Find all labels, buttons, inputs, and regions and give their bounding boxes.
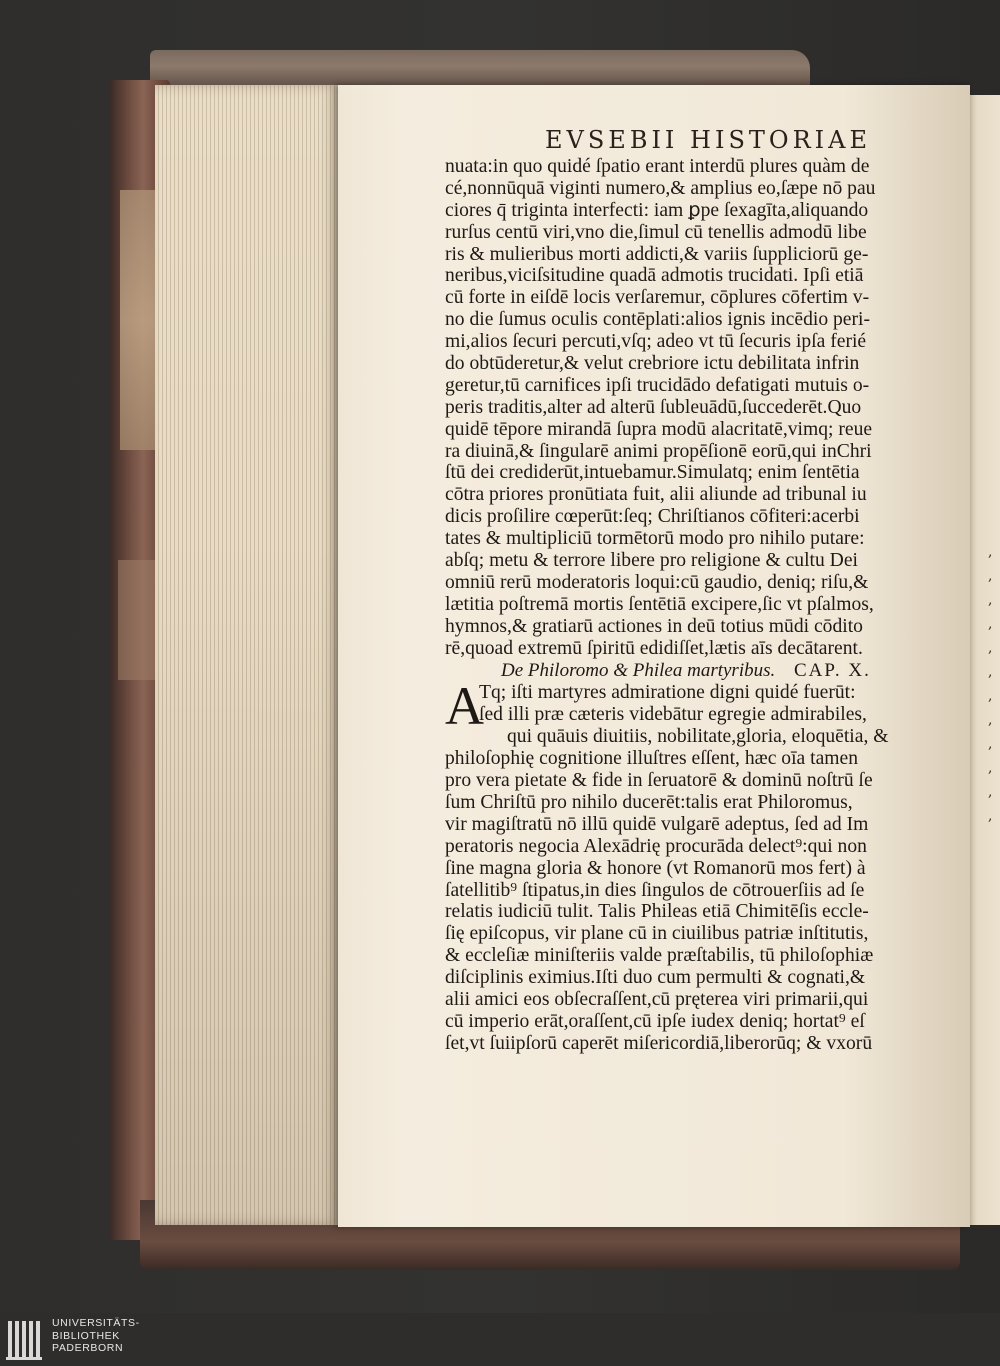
text-line: & eccleſiæ miniſteriis valde præſtabilis, tū philoſophiæ [445,945,874,967]
text-line: vir magiſtratū nō illū quidē vulgarē adeptus, ſed ad Im [445,813,869,835]
text-line: geretur,tū carnifices ipſi trucidādo defatigati mutuis o- [445,374,870,396]
text-line: cū imperio erāt,oraſſent,cū ipſe iudex deniq; hortat⁹ eſ [445,1010,865,1032]
chapter-heading: De Philoromo & Philea martyribus. [501,660,776,682]
text-line: alii amici eos obſecraſſent,cū pręterea viri primarii,qui [445,988,869,1010]
text-line: ſine magna gloria & honore (vt Romanorū mos fert) à [445,857,866,879]
text-line: lætitia poſtremā mortis ſentētiā excipere,ſic vt pſalmos, [445,593,874,615]
running-header: EVSEBII HISTORIAE [545,126,871,154]
library-logo-text [52,1317,192,1355]
text-line: cé,nonnūquā viginti numero,& amplius eo,ſæpe nō pau [445,177,876,199]
text-line: dicis proſilire cœperūt:ſeq; Chriſtianos cōfiteri:acerbi [445,506,860,528]
drop-cap: A [445,676,484,737]
text-line: omniū rerū moderatoris loqui:cū gaudio, deniq; riſu,& [445,571,869,593]
text-line: nuata:in quo quidé ſpatio erant interdū plures quàm de [445,156,870,177]
text-line: qui quāuis diuitiis, nobilitate,gloria, eloquētia, & [507,726,889,748]
text-line: philoſophię cognitione illuſtres eſſent, hæc oīa tamen [445,748,859,770]
book-top-board [150,50,810,90]
chapter-heading-line [445,659,953,682]
text-line: do obtūderetur,& velut crebriore ictu debilitata infrin [445,353,860,375]
text-line: ſię epiſcopus, vir plane cū in ciuilibus patriæ inſtitutis, [445,923,869,945]
text-line: mi,alios ſecuri percuti,vſq; adeo vt tū ſecuris ipſa ferié [445,331,867,353]
page-block-shade [155,85,340,1225]
text-line: ſed illi præ cæteris videbātur egregie admirabiles, [479,704,867,726]
text-line: ra diuinā,& ſingularē animi propēſionē eorū,qui inChri [445,440,872,462]
text-line: Tq; iſti martyres admiratione digni quidé fuerūt: [479,682,856,704]
logo-line: PADERBORN [52,1342,124,1354]
chapter-number: CAP. X. [794,660,871,682]
text-line: rurſus centū viri,vno die,ſimul cū tenellis admodū libe [445,221,867,243]
logo-line: UNIVERSITÄTS- [52,1317,140,1329]
text-line: no die ſumus oculis contēplati:alios ignis incēdio peri- [445,309,870,331]
page-text [445,156,953,1055]
text-line: abſq; metu & terrore libere pro religione & cultu Dei [445,550,858,572]
text-line: hymnos,& gratiarū actiones in deū totius mūdi cōdito [445,615,863,637]
text-line: rē,quoad extremū ſpiritū edidiſſet,lætis aīs decātarent. [445,637,863,659]
text-line: diſciplinis eximius.Iſti duo cum permulti & cognati,& [445,967,866,989]
text-line: pro vera pietate & fide in ſeruatorē & dominū noſtrū ſe [445,770,873,792]
text-line: cū forte in eiſdē locis verſaremur, cōplures cōfertim v- [445,287,870,309]
text-line: relatis iudiciū tulit. Talis Phileas etiā Chimitēſis eccle- [445,901,869,923]
logo-line: BIBLIOTHEK [52,1329,120,1342]
text-line: ſtū dei crediderūt,intuebamur.Simulatq; enim ſentētia [445,462,860,484]
text-line: peris traditis,alter ad alterū ſubleuādū,ſuccederēt.Quo [445,396,862,418]
facing-page-marks: , , , , , , , , , , , , [988,544,993,824]
text-line: ſet,vt ſuiipſorū caperēt miſericordiā,liberorūq; & vxorū [445,1032,873,1054]
text-line: tates & multipliciū tormētorū modo pro nihilo putare: [445,528,865,550]
text-line: cōtra priores pronūtiata fuit, alii aliunde ad tribunal iu [445,484,867,506]
spine-worn-patch [120,190,160,450]
library-logo-icon [6,1317,46,1361]
text-block-before [445,156,953,659]
text-line: ſatellitib⁹ ſtipatus,in dies ſingulos de cōtrouerſiis ad ſe [445,879,865,901]
text-line: ris & mulieribus morti addicti,& variis ſuppliciorū ge- [445,243,869,265]
text-block-after [445,726,953,1054]
text-line: ſum Chriſtū pro nihilo ducerēt:talis erat Philoromus, [445,791,853,813]
text-line: peratoris negocia Alexādrię procurāda delect⁹:qui non [445,835,867,857]
text-line: quidē tēpore mirandā ſupra modū alacritatē,vimq; reue [445,418,873,440]
text-line: neribus,viciſsitudine quadā admotis trucidati. Ipſi etiā [445,265,864,287]
text-line: ciores q̄ triginta interfecti: iam ꝑpe ſexagīta,aliquando [445,199,869,221]
